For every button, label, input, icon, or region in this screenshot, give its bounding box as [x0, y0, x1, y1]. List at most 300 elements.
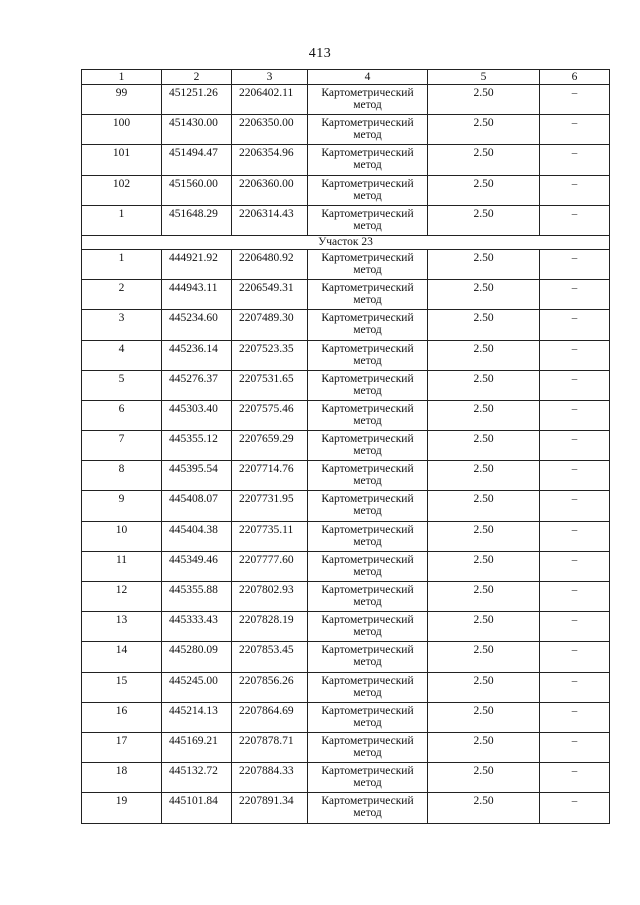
accuracy-cell-text: 2.50 — [473, 674, 494, 687]
note-cell-text: – — [571, 493, 578, 506]
y-coordinate-cell-text: 2207853.45 — [239, 644, 294, 657]
accuracy-cell — [428, 672, 540, 702]
y-coordinate-cell — [232, 702, 308, 732]
note-cell-text: – — [571, 523, 578, 536]
table-row — [82, 642, 610, 672]
note-cell-text: – — [571, 463, 578, 476]
method-cell — [308, 340, 428, 370]
x-coordinate-cell — [162, 582, 232, 612]
column-header: 2 — [162, 70, 232, 85]
x-coordinate-cell-text: 445236.14 — [169, 342, 218, 355]
point-number-cell — [82, 732, 162, 762]
point-number-cell — [82, 370, 162, 400]
point-number-cell-text: 13 — [115, 614, 128, 627]
y-coordinate-cell-text: 2206350.00 — [239, 117, 294, 130]
y-coordinate-cell — [232, 582, 308, 612]
accuracy-cell-text: 2.50 — [473, 553, 494, 566]
method-cell — [308, 551, 428, 581]
section-title: Участок 23 — [82, 235, 610, 249]
note-cell-text: – — [571, 402, 578, 415]
x-coordinate-cell-text: 451251.26 — [169, 87, 218, 99]
table-row — [82, 521, 610, 551]
x-coordinate-cell-text: 451560.00 — [169, 177, 218, 190]
point-number-cell-text: 17 — [115, 734, 128, 747]
note-cell — [540, 205, 610, 235]
note-cell — [540, 672, 610, 702]
accuracy-cell — [428, 612, 540, 642]
point-number-cell-text: 100 — [112, 117, 131, 130]
accuracy-cell-text: 2.50 — [473, 177, 494, 190]
point-number-cell — [82, 249, 162, 279]
point-number-cell-text: 101 — [112, 147, 131, 160]
note-cell-text: – — [571, 795, 578, 808]
y-coordinate-cell — [232, 732, 308, 762]
x-coordinate-cell-text: 445303.40 — [169, 402, 218, 415]
method-cell — [308, 521, 428, 551]
method-cell — [308, 431, 428, 461]
accuracy-cell — [428, 340, 540, 370]
point-number-cell-text: 11 — [115, 553, 128, 566]
x-coordinate-cell-text: 445132.72 — [169, 765, 218, 778]
x-coordinate-cell-text: 445408.07 — [169, 493, 218, 506]
note-cell-text: – — [571, 177, 578, 190]
y-coordinate-cell-text: 2207802.93 — [239, 584, 294, 596]
point-number-cell — [82, 642, 162, 672]
method-cell-text: Картометрический метод — [321, 251, 414, 276]
method-cell-text: Картометрический метод — [321, 614, 414, 639]
y-coordinate-cell-text: 2207884.33 — [239, 765, 294, 778]
point-number-cell-text: 18 — [115, 765, 128, 778]
note-cell — [540, 793, 610, 823]
method-cell — [308, 491, 428, 521]
note-cell — [540, 763, 610, 793]
method-cell — [308, 205, 428, 235]
y-coordinate-cell — [232, 205, 308, 235]
note-cell — [540, 370, 610, 400]
x-coordinate-cell-text: 451494.47 — [169, 147, 218, 160]
y-coordinate-cell — [232, 249, 308, 279]
table-row — [82, 310, 610, 340]
table-row — [82, 582, 610, 612]
accuracy-cell — [428, 521, 540, 551]
y-coordinate-cell-text: 2207531.65 — [239, 372, 294, 385]
y-coordinate-cell — [232, 612, 308, 642]
table-row — [82, 280, 610, 310]
x-coordinate-cell — [162, 461, 232, 491]
method-cell-text: Картометрический метод — [321, 282, 414, 307]
y-coordinate-cell-text: 2206480.92 — [239, 251, 294, 264]
method-cell — [308, 85, 428, 115]
method-cell-text: Картометрический метод — [321, 312, 414, 337]
table-row — [82, 431, 610, 461]
y-coordinate-cell — [232, 763, 308, 793]
table-row — [82, 340, 610, 370]
y-coordinate-cell-text: 2207828.19 — [239, 614, 294, 627]
accuracy-cell — [428, 310, 540, 340]
y-coordinate-cell-text: 2207489.30 — [239, 312, 294, 325]
method-cell-text: Картометрический метод — [321, 644, 414, 669]
accuracy-cell-text: 2.50 — [473, 342, 494, 355]
y-coordinate-cell-text: 2207714.76 — [239, 463, 294, 476]
accuracy-cell-text: 2.50 — [473, 433, 494, 446]
x-coordinate-cell — [162, 145, 232, 175]
x-coordinate-cell — [162, 310, 232, 340]
y-coordinate-cell — [232, 280, 308, 310]
y-coordinate-cell — [232, 642, 308, 672]
accuracy-cell-text: 2.50 — [473, 463, 494, 476]
table-row — [82, 85, 610, 115]
x-coordinate-cell — [162, 115, 232, 145]
point-number-cell-text: 99 — [115, 87, 128, 99]
column-header: 5 — [428, 70, 540, 85]
point-number-cell-text: 14 — [115, 644, 128, 657]
accuracy-cell — [428, 431, 540, 461]
y-coordinate-cell — [232, 461, 308, 491]
method-cell-text: Картометрический метод — [321, 342, 414, 367]
point-number-cell — [82, 175, 162, 205]
note-cell — [540, 702, 610, 732]
table-row — [82, 732, 610, 762]
y-coordinate-cell-text: 2206360.00 — [239, 177, 294, 190]
x-coordinate-cell — [162, 551, 232, 581]
note-cell — [540, 85, 610, 115]
note-cell — [540, 115, 610, 145]
note-cell — [540, 551, 610, 581]
y-coordinate-cell-text: 2207731.95 — [239, 493, 294, 506]
point-number-cell-text: 6 — [118, 402, 125, 415]
table-row — [82, 400, 610, 430]
x-coordinate-cell-text: 445280.09 — [169, 644, 218, 657]
point-number-cell-text: 16 — [115, 704, 128, 717]
x-coordinate-cell-text: 445214.13 — [169, 704, 218, 717]
point-number-cell — [82, 205, 162, 235]
accuracy-cell — [428, 280, 540, 310]
method-cell — [308, 582, 428, 612]
table-row — [82, 175, 610, 205]
point-number-cell — [82, 280, 162, 310]
y-coordinate-cell-text: 2207575.46 — [239, 402, 294, 415]
accuracy-cell-text: 2.50 — [473, 734, 494, 747]
y-coordinate-cell — [232, 370, 308, 400]
accuracy-cell — [428, 642, 540, 672]
method-cell — [308, 612, 428, 642]
x-coordinate-cell — [162, 642, 232, 672]
accuracy-cell — [428, 115, 540, 145]
y-coordinate-cell-text: 2206314.43 — [239, 207, 294, 220]
method-cell-text: Картометрический метод — [321, 584, 414, 608]
note-cell-text: – — [571, 584, 578, 596]
y-coordinate-cell — [232, 115, 308, 145]
accuracy-cell — [428, 205, 540, 235]
method-cell — [308, 793, 428, 823]
accuracy-cell-text: 2.50 — [473, 372, 494, 385]
x-coordinate-cell — [162, 793, 232, 823]
page-number: 413 — [308, 46, 332, 61]
accuracy-cell — [428, 732, 540, 762]
table-row — [82, 793, 610, 823]
x-coordinate-cell-text: 445395.54 — [169, 463, 218, 476]
method-cell-text: Картометрический метод — [321, 372, 414, 397]
method-cell — [308, 115, 428, 145]
y-coordinate-cell — [232, 491, 308, 521]
point-number-cell — [82, 702, 162, 732]
note-cell-text: – — [571, 312, 578, 325]
x-coordinate-cell — [162, 280, 232, 310]
note-cell-text: – — [571, 674, 578, 687]
accuracy-cell — [428, 370, 540, 400]
method-cell-text: Картометрический метод — [321, 734, 414, 759]
accuracy-cell — [428, 582, 540, 612]
coordinates-table — [81, 69, 610, 824]
note-cell — [540, 145, 610, 175]
y-coordinate-cell-text: 2207659.29 — [239, 433, 294, 446]
method-cell — [308, 732, 428, 762]
y-coordinate-cell — [232, 521, 308, 551]
x-coordinate-cell — [162, 521, 232, 551]
y-coordinate-cell-text: 2206402.11 — [239, 87, 294, 99]
note-cell-text: – — [571, 644, 578, 657]
x-coordinate-cell-text: 444943.11 — [169, 282, 218, 295]
table-row — [82, 672, 610, 702]
accuracy-cell — [428, 400, 540, 430]
x-coordinate-cell-text: 444921.92 — [169, 251, 218, 264]
column-header: 1 — [82, 70, 162, 85]
x-coordinate-cell-text: 451648.29 — [169, 207, 218, 220]
note-cell-text: – — [571, 342, 578, 355]
point-number-cell — [82, 431, 162, 461]
note-cell — [540, 612, 610, 642]
table-row — [82, 205, 610, 235]
point-number-cell — [82, 491, 162, 521]
method-cell-text: Картометрический метод — [321, 795, 414, 820]
note-cell-text: – — [571, 117, 578, 130]
x-coordinate-cell — [162, 732, 232, 762]
note-cell-text: – — [571, 734, 578, 747]
y-coordinate-cell — [232, 793, 308, 823]
point-number-cell-text: 1 — [118, 207, 125, 220]
method-cell — [308, 400, 428, 430]
accuracy-cell — [428, 145, 540, 175]
y-coordinate-cell-text: 2207864.69 — [239, 704, 294, 717]
method-cell — [308, 145, 428, 175]
table-row — [82, 115, 610, 145]
method-cell-text: Картометрический метод — [321, 117, 414, 142]
point-number-cell — [82, 461, 162, 491]
method-cell — [308, 370, 428, 400]
method-cell-text: Картометрический метод — [321, 463, 414, 488]
point-number-cell — [82, 145, 162, 175]
note-cell — [540, 491, 610, 521]
note-cell — [540, 582, 610, 612]
note-cell-text: – — [571, 207, 578, 220]
point-number-cell — [82, 582, 162, 612]
x-coordinate-cell-text: 445276.37 — [169, 372, 218, 385]
accuracy-cell — [428, 85, 540, 115]
accuracy-cell-text: 2.50 — [473, 117, 494, 130]
method-cell-text: Картометрический метод — [321, 704, 414, 729]
note-cell-text: – — [571, 765, 578, 778]
coordinates-table-body — [82, 70, 610, 824]
point-number-cell — [82, 521, 162, 551]
accuracy-cell-text: 2.50 — [473, 493, 494, 506]
y-coordinate-cell — [232, 310, 308, 340]
y-coordinate-cell — [232, 431, 308, 461]
table-row — [82, 702, 610, 732]
note-cell-text: – — [571, 553, 578, 566]
note-cell-text: – — [571, 614, 578, 627]
x-coordinate-cell-text: 445234.60 — [169, 312, 218, 325]
y-coordinate-cell-text: 2207878.71 — [239, 734, 294, 747]
note-cell-text: – — [571, 251, 578, 264]
point-number-cell — [82, 793, 162, 823]
note-cell — [540, 642, 610, 672]
accuracy-cell — [428, 551, 540, 581]
method-cell-text: Картометрический метод — [321, 433, 414, 458]
point-number-cell-text: 3 — [118, 312, 125, 325]
x-coordinate-cell-text: 445169.21 — [169, 734, 218, 747]
x-coordinate-cell-text: 445349.46 — [169, 553, 218, 566]
y-coordinate-cell-text: 2206549.31 — [239, 282, 294, 295]
table-row — [82, 145, 610, 175]
point-number-cell-text: 1 — [118, 251, 125, 264]
y-coordinate-cell-text: 2207777.60 — [239, 553, 294, 566]
accuracy-cell-text: 2.50 — [473, 251, 494, 264]
x-coordinate-cell-text: 445333.43 — [169, 614, 218, 627]
point-number-cell-text: 2 — [118, 282, 125, 295]
method-cell-text: Картометрический метод — [321, 207, 414, 232]
method-cell — [308, 672, 428, 702]
point-number-cell — [82, 672, 162, 702]
x-coordinate-cell-text: 445404.38 — [169, 523, 218, 536]
method-cell-text: Картометрический метод — [321, 147, 414, 172]
method-cell — [308, 702, 428, 732]
y-coordinate-cell-text: 2207856.26 — [239, 674, 294, 687]
accuracy-cell-text: 2.50 — [473, 584, 494, 596]
x-coordinate-cell — [162, 763, 232, 793]
y-coordinate-cell — [232, 340, 308, 370]
y-coordinate-cell-text: 2207735.11 — [239, 523, 294, 536]
point-number-cell — [82, 400, 162, 430]
x-coordinate-cell — [162, 400, 232, 430]
point-number-cell-text: 19 — [115, 795, 128, 808]
accuracy-cell — [428, 763, 540, 793]
point-number-cell — [82, 551, 162, 581]
point-number-cell — [82, 612, 162, 642]
x-coordinate-cell — [162, 175, 232, 205]
point-number-cell-text: 9 — [118, 493, 125, 506]
x-coordinate-cell — [162, 702, 232, 732]
method-cell-text: Картометрический метод — [321, 177, 414, 202]
method-cell-text: Картометрический метод — [321, 765, 414, 790]
method-cell-text: Картометрический метод — [321, 402, 414, 427]
accuracy-cell — [428, 491, 540, 521]
table-row — [82, 763, 610, 793]
method-cell — [308, 175, 428, 205]
method-cell — [308, 249, 428, 279]
x-coordinate-cell — [162, 431, 232, 461]
note-cell — [540, 521, 610, 551]
x-coordinate-cell — [162, 249, 232, 279]
method-cell — [308, 763, 428, 793]
note-cell — [540, 400, 610, 430]
accuracy-cell-text: 2.50 — [473, 312, 494, 325]
note-cell-text: – — [571, 372, 578, 385]
x-coordinate-cell — [162, 672, 232, 702]
point-number-cell-text: 15 — [115, 674, 128, 687]
x-coordinate-cell — [162, 340, 232, 370]
note-cell-text: – — [571, 433, 578, 446]
point-number-cell-text: 102 — [112, 177, 131, 190]
note-cell — [540, 461, 610, 491]
method-cell-text: Картометрический метод — [321, 553, 414, 578]
note-cell — [540, 431, 610, 461]
method-cell-text: Картометрический метод — [321, 87, 414, 111]
section-row — [82, 235, 610, 249]
x-coordinate-cell-text: 445355.12 — [169, 433, 218, 446]
accuracy-cell-text: 2.50 — [473, 704, 494, 717]
accuracy-cell-text: 2.50 — [473, 644, 494, 657]
note-cell — [540, 280, 610, 310]
accuracy-cell-text: 2.50 — [473, 147, 494, 160]
method-cell — [308, 280, 428, 310]
method-cell-text: Картометрический метод — [321, 674, 414, 699]
point-number-cell-text: 10 — [115, 523, 128, 536]
x-coordinate-cell — [162, 612, 232, 642]
y-coordinate-cell — [232, 400, 308, 430]
accuracy-cell-text: 2.50 — [473, 402, 494, 415]
method-cell-text: Картометрический метод — [321, 523, 414, 548]
method-cell-text: Картометрический метод — [321, 493, 414, 518]
point-number-cell — [82, 115, 162, 145]
point-number-cell-text: 8 — [118, 463, 125, 476]
note-cell — [540, 340, 610, 370]
point-number-cell — [82, 85, 162, 115]
accuracy-cell — [428, 461, 540, 491]
table-header-row — [82, 70, 610, 85]
column-header: 3 — [232, 70, 308, 85]
accuracy-cell-text: 2.50 — [473, 207, 494, 220]
note-cell-text: – — [571, 147, 578, 160]
point-number-cell — [82, 310, 162, 340]
table-row — [82, 461, 610, 491]
point-number-cell — [82, 763, 162, 793]
accuracy-cell — [428, 249, 540, 279]
note-cell-text: – — [571, 282, 578, 295]
x-coordinate-cell — [162, 85, 232, 115]
y-coordinate-cell — [232, 551, 308, 581]
accuracy-cell-text: 2.50 — [473, 282, 494, 295]
accuracy-cell — [428, 702, 540, 732]
accuracy-cell-text: 2.50 — [473, 795, 494, 808]
x-coordinate-cell-text: 445355.88 — [169, 584, 218, 596]
table-row — [82, 370, 610, 400]
y-coordinate-cell-text: 2207523.35 — [239, 342, 294, 355]
point-number-cell-text: 12 — [115, 584, 128, 596]
note-cell — [540, 175, 610, 205]
x-coordinate-cell — [162, 370, 232, 400]
x-coordinate-cell-text: 445245.00 — [169, 674, 218, 687]
point-number-cell — [82, 340, 162, 370]
accuracy-cell-text: 2.50 — [473, 523, 494, 536]
note-cell — [540, 310, 610, 340]
point-number-cell-text: 5 — [118, 372, 125, 385]
accuracy-cell-text: 2.50 — [473, 87, 494, 99]
table-row — [82, 612, 610, 642]
accuracy-cell — [428, 793, 540, 823]
note-cell-text: – — [571, 87, 578, 99]
note-cell — [540, 249, 610, 279]
table-row — [82, 491, 610, 521]
